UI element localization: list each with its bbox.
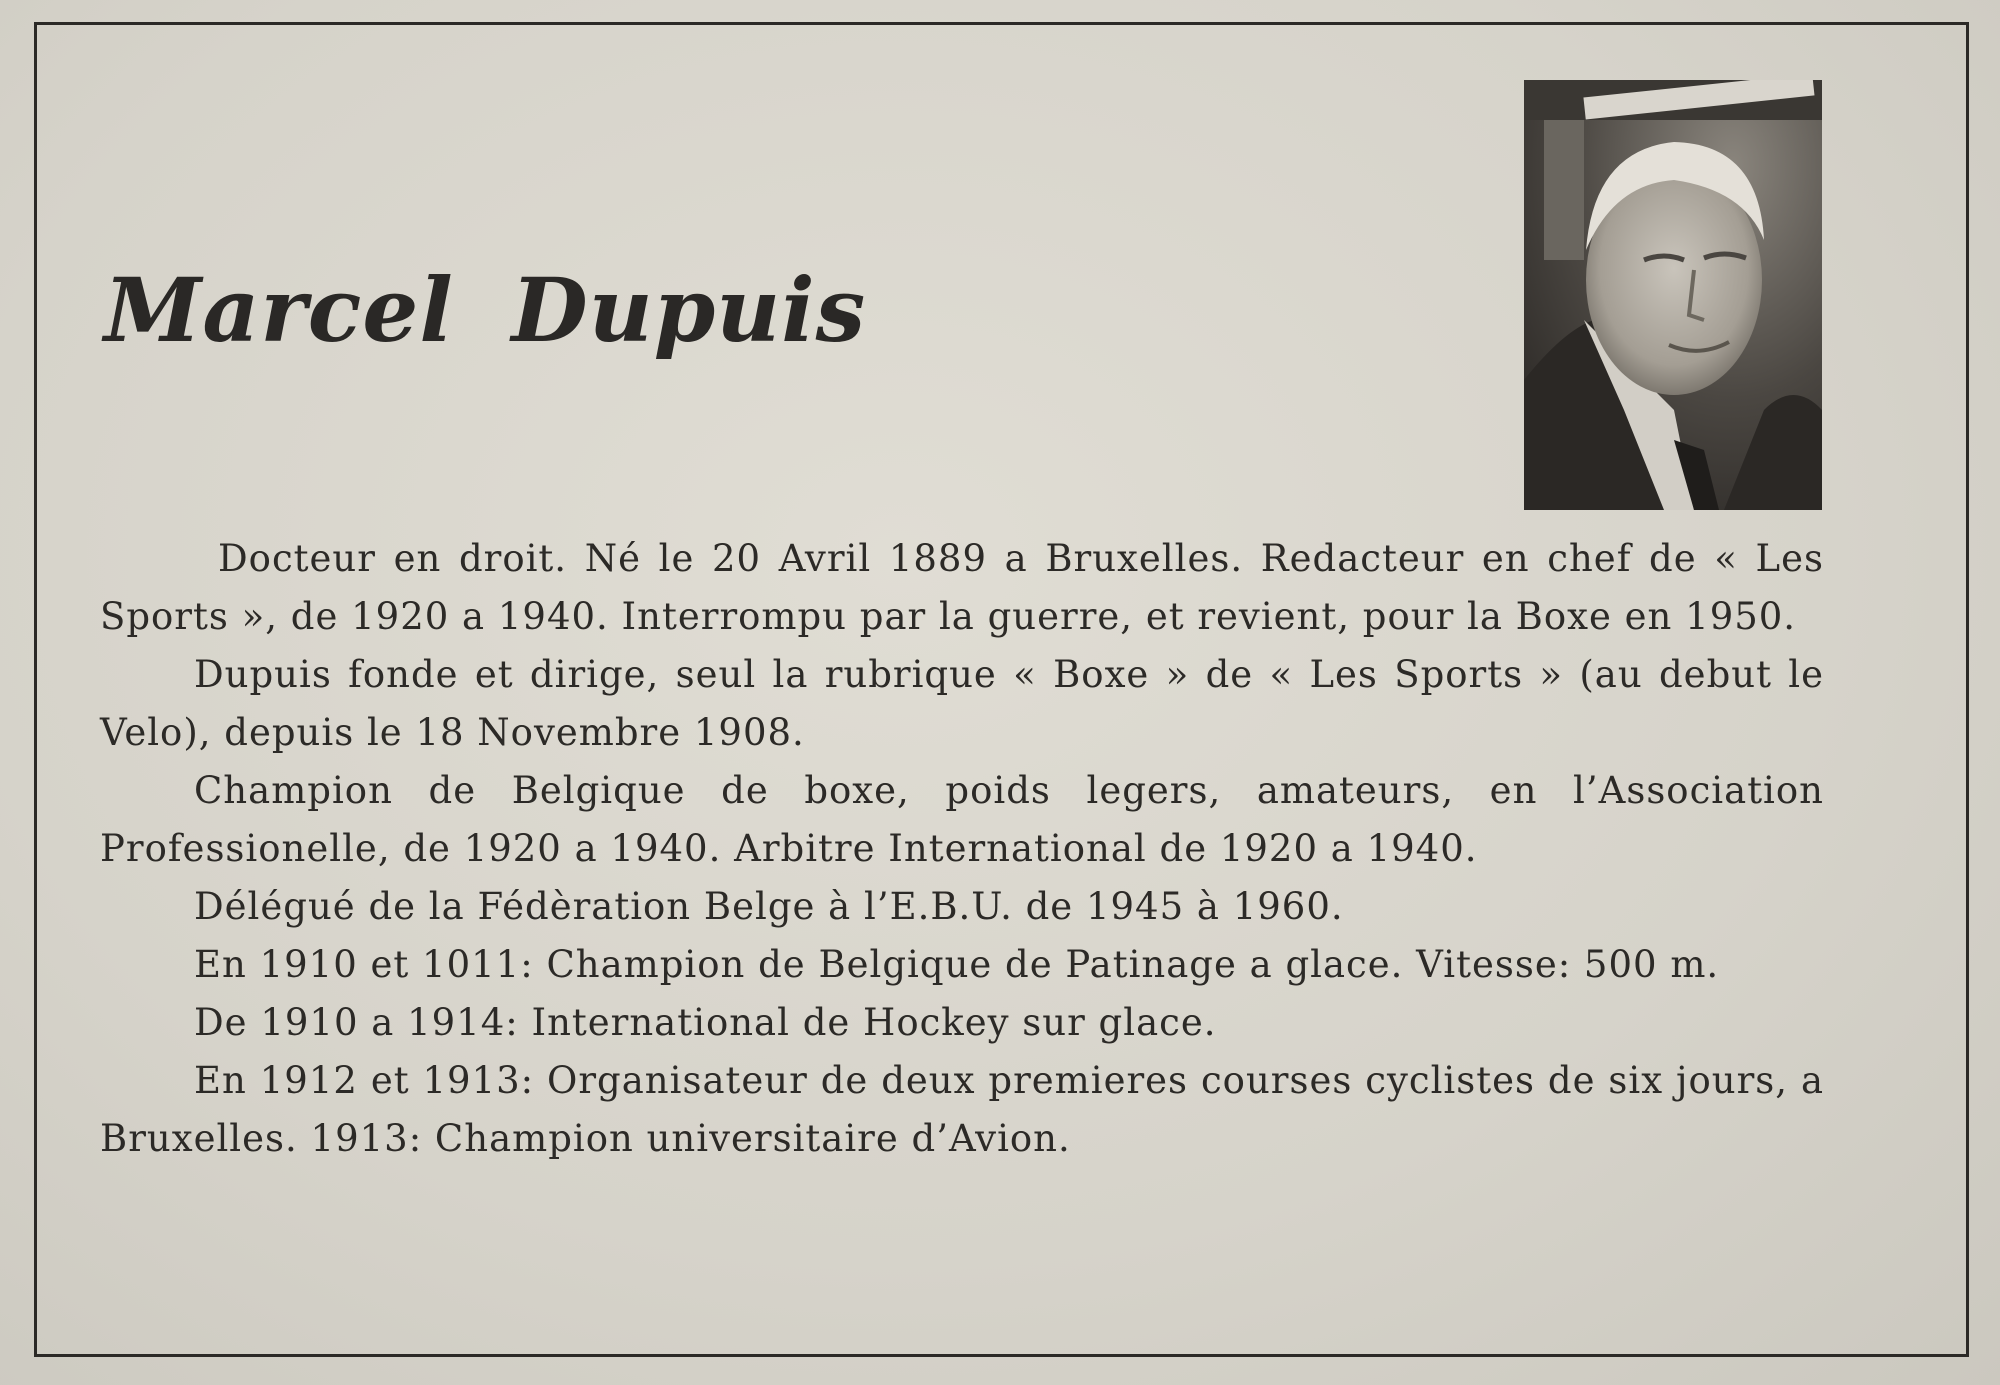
paragraph: Délégué de la Fédèration Belge à l’E.B.U. de 1945 à 1960.	[194, 885, 1344, 928]
portrait-photo	[1524, 80, 1822, 510]
paragraph: En 1912 et 1913: Organisateur de deux premieres courses cyclistes de six jours, a Bruxelles. 1913: Champion universitaire d’Avion.	[100, 1059, 1824, 1160]
paragraph: De 1910 a 1914: International de Hockey sur glace.	[194, 1001, 1217, 1044]
paragraph: Dupuis fonde et dirige, seul la rubrique « Boxe » de « Les Sports » (au debut le Velo), depuis le 18 Novembre 1908.	[100, 653, 1824, 754]
paragraph: Champion de Belgique de boxe, poids legers, amateurs, en l’Association Professionelle, de 1920 a 1940. Arbitre International de 1920 a 1940.	[100, 769, 1824, 870]
person-name-heading: Marcel Dupuis	[104, 258, 867, 362]
paragraph: En 1910 et 1011: Champion de Belgique de Patinage a glace. Vitesse: 500 m.	[194, 943, 1720, 986]
biography-text	[100, 530, 1824, 1168]
paragraph: Docteur en droit. Né le 20 Avril 1889 a Bruxelles. Redacteur en chef de « Les Sports », de 1920 a 1940. Interrompu par la guerre, et revient, pour la Boxe en 1950.	[100, 537, 1824, 638]
